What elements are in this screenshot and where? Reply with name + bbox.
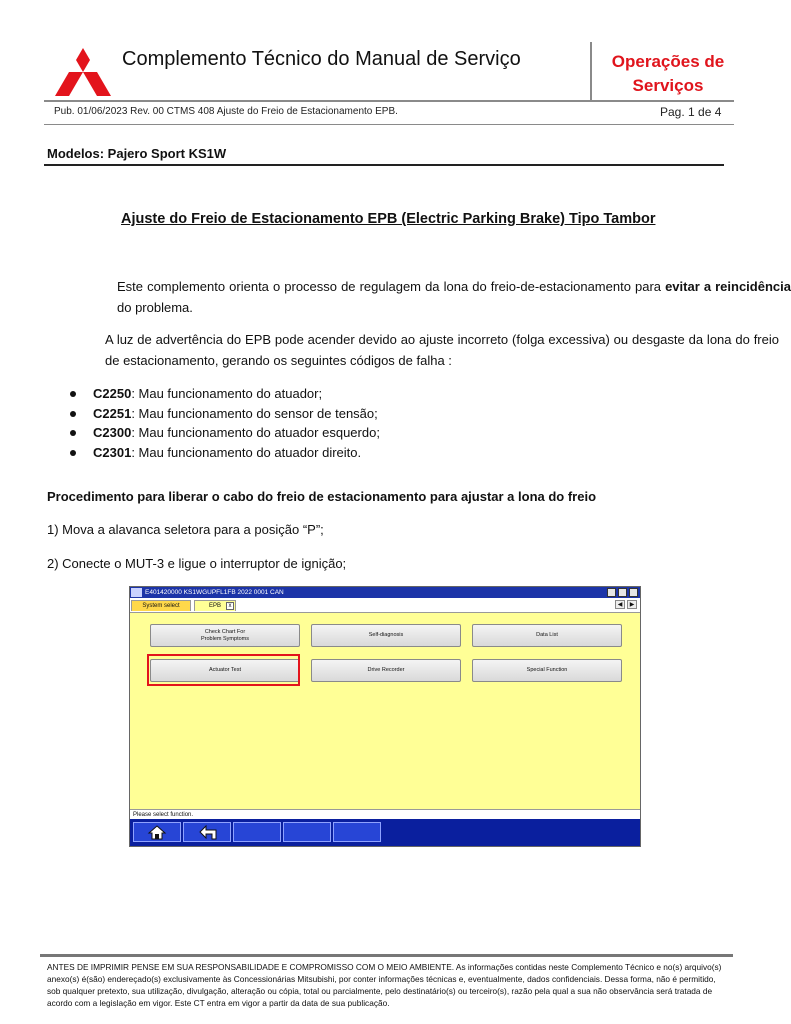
fault-code: C2300 [93, 425, 132, 440]
mitsubishi-logo [52, 46, 114, 98]
fault-desc: : Mau funcionamento do atuador direito. [131, 444, 362, 460]
mut3-tabbar [130, 598, 640, 613]
tab-prev-icon[interactable]: ◀ [615, 600, 625, 609]
toolbar-slot-5 [333, 822, 381, 842]
home-icon[interactable] [133, 822, 181, 842]
fault-code: C2251 [93, 405, 132, 421]
mut3-title: E401420000 KS1WGUPFL1FB 2022 0001 CAN [145, 589, 284, 596]
fault-code: C2301 [93, 444, 132, 460]
step-2: 2) Conecte o MUT-3 e ligue o interruptor de ignição; [47, 556, 347, 571]
tab-next-icon[interactable]: ▶ [627, 600, 637, 609]
header-divider [590, 42, 592, 100]
mut3-titlebar [130, 587, 640, 598]
tab-system-select[interactable]: System select [131, 600, 191, 611]
fault-code-list [68, 384, 380, 462]
mut3-status-bar: Please select function. [130, 809, 640, 819]
fault-code-item [68, 384, 380, 404]
footer-disclaimer: ANTES DE IMPRIMIR PENSE EM SUA RESPONSABILIDADE E COMPROMISSO COM O MEIO AMBIENTE. As informações contidas neste Complemento Técnico e no(s) arquivo(s) anexo(s) é(são) endereçado(s) exclusivamente às Concessionárias Mitsubishi, por conter informações técnicas e, eventualmente, dados confidenciais. Dessa forma, não é permitido, sob qualquer pretexto, sua utilização, divulgação, alteração ou cópia, total ou parcialmente, pelo destinatário(s) ou terceiro(s), razão pela qual a sua não observância será tratada de acordo com a legislação em vigor. Este CT entra em vigor a partir da data de sua publicação. [47, 962, 722, 1008]
fault-code: C2250 [93, 386, 132, 401]
intro-bold: evitar a reincidência [665, 279, 791, 294]
intro-text-end: do problema. [117, 300, 193, 315]
fault-code-item [68, 404, 380, 424]
mut3-screenshot [129, 586, 641, 847]
step-1: 1) Mova a alavanca seletora para a posição “P”; [47, 522, 324, 537]
document-title: Ajuste do Freio de Estacionamento EPB (Electric Parking Brake) Tipo Tambor [121, 211, 656, 227]
mut3-app-icon [131, 588, 142, 597]
mut3-bottom-toolbar [130, 819, 640, 846]
tab-close-icon[interactable]: x [226, 602, 234, 610]
warning-paragraph: A luz de advertência do EPB pode acender devido ao ajuste incorreto (folga excessiva) ou desgaste da lona do freio de estacionamento, gerando os seguintes códigos de falha : [105, 332, 779, 368]
header-section [600, 50, 736, 98]
actuator-test-button[interactable]: Actuator Test [150, 659, 300, 682]
header-rule [44, 100, 734, 102]
maximize-icon[interactable] [618, 588, 627, 597]
models-rule [44, 164, 724, 166]
data-list-button[interactable]: Data List [472, 624, 622, 647]
intro-paragraph [47, 276, 791, 318]
header-section-line2: Serviços [632, 76, 704, 95]
publication-info: Pub. 01/06/2023 Rev. 00 CTMS 408 Ajuste do Freio de Estacionamento EPB. [54, 106, 398, 117]
fault-code-item [68, 443, 380, 463]
page-number: Pag. 1 de 4 [660, 105, 722, 119]
header-section-line1: Operações de [611, 52, 725, 71]
fault-desc: : Mau funcionamento do atuador; [131, 386, 323, 401]
check-chart-label: Check Chart For Problem Symptoms [201, 629, 249, 642]
intro-text: Este complemento orienta o processo de regulagem da lona do freio-de-estacionamento para [117, 279, 662, 294]
header-title: Complemento Técnico do Manual de Serviço [122, 48, 521, 70]
check-chart-button[interactable] [150, 624, 300, 647]
close-icon[interactable] [629, 588, 638, 597]
actuator-test-highlight [147, 654, 300, 686]
drive-recorder-button[interactable]: Drive Recorder [311, 659, 461, 682]
fault-code-item [68, 423, 380, 443]
tab-epb-label: EPB [208, 603, 221, 609]
procedure-title: Procedimento para liberar o cabo do freio de estacionamento para ajustar a lona do freio [47, 489, 597, 504]
special-function-button[interactable]: Special Function [472, 659, 622, 682]
fault-desc: : Mau funcionamento do sensor de tensão; [131, 405, 378, 421]
back-icon[interactable] [183, 822, 231, 842]
self-diagnosis-button[interactable]: Self-diagnosis [311, 624, 461, 647]
minimize-icon[interactable] [607, 588, 616, 597]
toolbar-slot-4 [283, 822, 331, 842]
fault-desc: : Mau funcionamento do atuador esquerdo; [131, 425, 380, 440]
header-bottom-rule [44, 124, 734, 125]
models-label: Modelos: Pajero Sport KS1W [47, 146, 227, 161]
footer-rule [40, 954, 733, 957]
toolbar-slot-3 [233, 822, 281, 842]
